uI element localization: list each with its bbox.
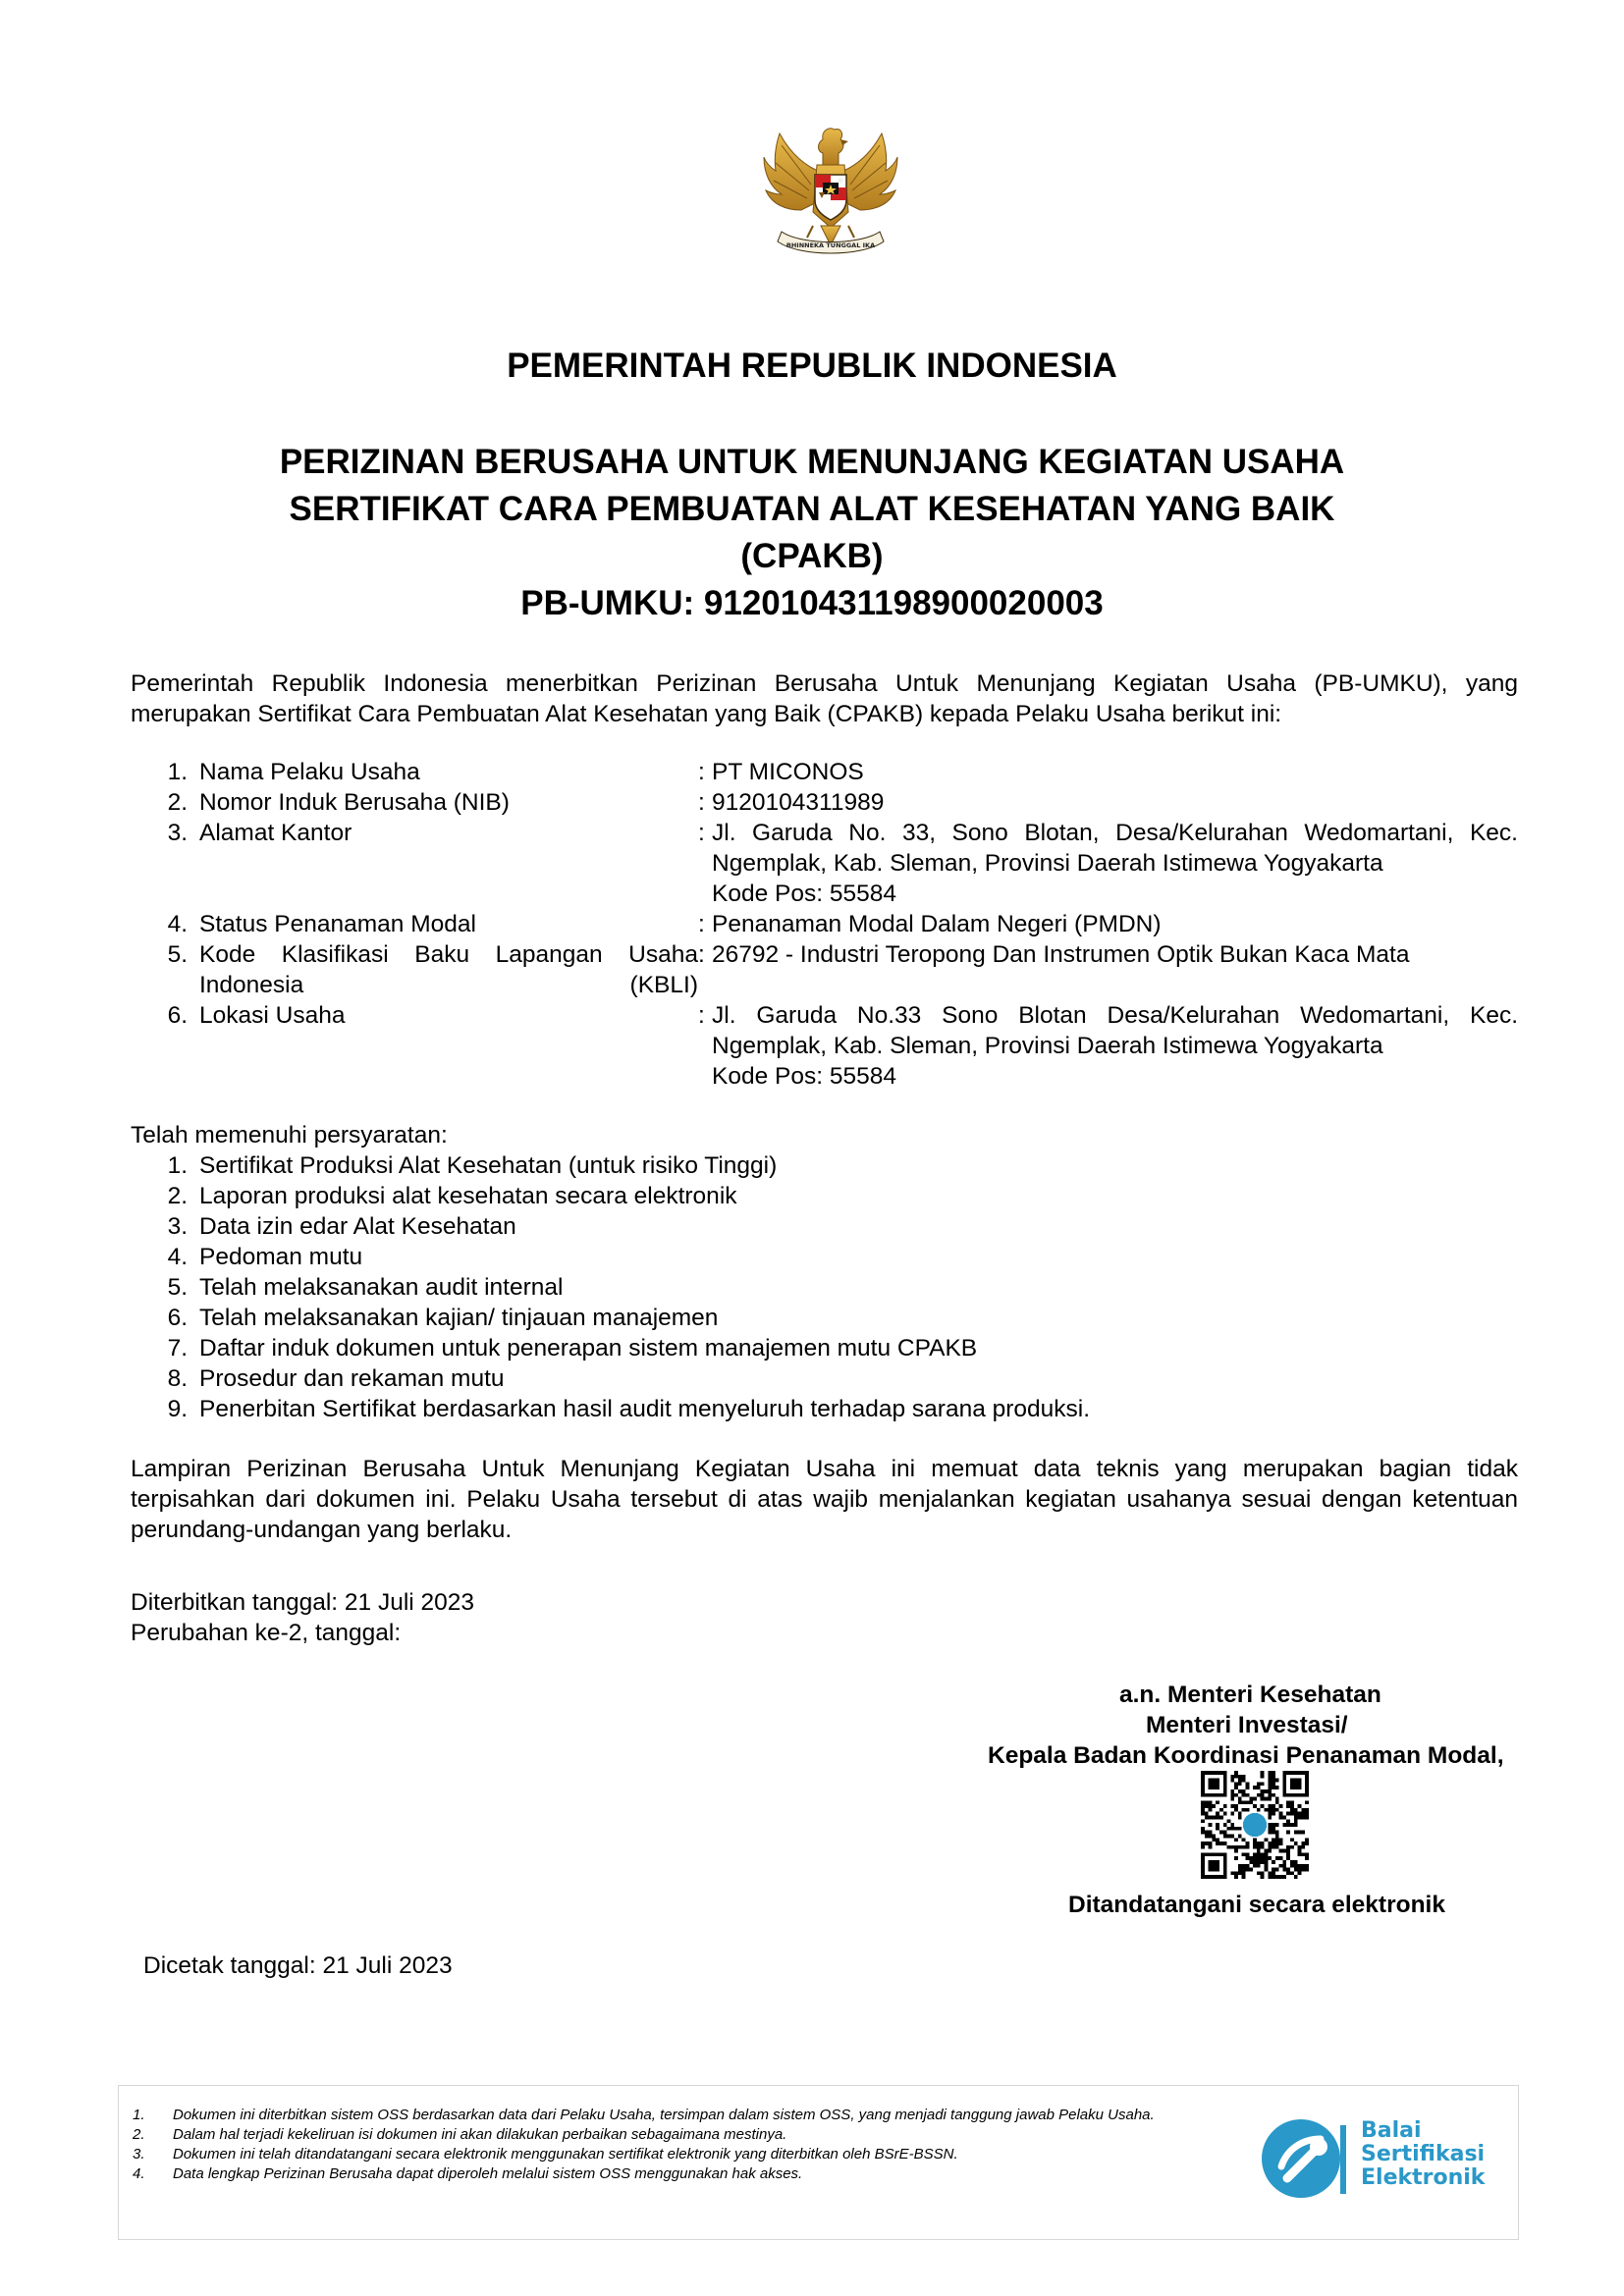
bsre-logo xyxy=(1258,2109,1503,2208)
field-colon: : xyxy=(698,911,705,937)
field-number: 5. xyxy=(167,941,188,968)
list-item xyxy=(131,1394,1090,1424)
list-item xyxy=(131,1181,1090,1211)
note-number: 4. xyxy=(133,2165,145,2182)
bsre-logo-text xyxy=(1361,2119,1485,2190)
item-number: 2. xyxy=(167,1183,188,1209)
footer-notes xyxy=(133,2106,1232,2184)
garuda-emblem-icon xyxy=(752,116,909,273)
list-item xyxy=(131,1150,1090,1181)
business-fields xyxy=(131,757,1518,1092)
item-text: Laporan produksi alat kesehatan secara elektronik xyxy=(199,1183,737,1209)
item-text: Daftar induk dokumen untuk penerapan sistem manajemen mutu CPAKB xyxy=(199,1335,978,1362)
field-label: Kode Klasifikasi Baku Lapangan Usaha Indonesia (KBLI) xyxy=(199,941,698,998)
certificate-title xyxy=(0,439,1624,627)
field-row xyxy=(131,787,1518,818)
field-colon: : xyxy=(698,789,705,816)
list-item xyxy=(131,1272,1090,1303)
title-line-3: (CPAKB) xyxy=(740,537,884,575)
signatory-line-1: a.n. Menteri Kesehatan xyxy=(1119,1682,1381,1708)
field-value-line: Jl. Garuda No. 33, Sono Blotan, Desa/Kelurahan Wedomartani, Kec. Ngemplak, Kab. Sleman, Provinsi Daerah Istimewa Yogyakarta xyxy=(712,820,1518,877)
issue-date: Diterbitkan tanggal: 21 Juli 2023 xyxy=(131,1589,475,1616)
field-row xyxy=(131,909,1518,939)
field-colon: : xyxy=(698,941,705,968)
field-value-line: 9120104311989 xyxy=(712,789,885,816)
item-number: 8. xyxy=(167,1365,188,1392)
item-text: Penerbitan Sertifikat berdasarkan hasil audit menyeluruh terhadap sarana produksi. xyxy=(199,1396,1091,1422)
note-text: Dokumen ini telah ditandatangani secara elektronik menggunakan sertifikat elektronik yang diterbitkan oleh BSrE-BSSN. xyxy=(173,2146,958,2163)
list-item xyxy=(131,1333,1090,1363)
field-value-line: Kode Pos: 55584 xyxy=(712,881,896,907)
pb-umku-number: PB-UMKU: 912010431198900020003 xyxy=(520,584,1104,622)
signatory-line-2: Menteri Investasi/ xyxy=(1146,1712,1348,1738)
field-row xyxy=(131,1000,1518,1092)
requirements-list xyxy=(131,1150,1090,1424)
qr-code-icon xyxy=(1201,1771,1309,1879)
field-value xyxy=(712,909,1518,939)
note-text: Dokumen ini diterbitkan sistem OSS berdasarkan data dari Pelaku Usaha, tersimpan dalam sistem OSS, yang menjadi tanggung jawab Pelaku Usaha. xyxy=(173,2107,1155,2123)
field-label: Nama Pelaku Usaha xyxy=(199,759,420,785)
footer-notes-box xyxy=(118,2085,1519,2240)
closing-paragraph: Lampiran Perizinan Berusaha Untuk Menunjang Kegiatan Usaha ini memuat data teknis yang merupakan bagian tidak terpisahkan dari dokumen ini. Pelaku Usaha tersebut di atas wajib menjalankan kegiatan usahanya sesuai dengan ketentuan perundang-undangan yang berlaku. xyxy=(131,1456,1518,1543)
field-label: Status Penanaman Modal xyxy=(199,911,476,937)
field-number: 3. xyxy=(167,820,188,846)
field-value xyxy=(712,787,1518,818)
item-text: Telah melaksanakan audit internal xyxy=(199,1274,564,1301)
field-number: 4. xyxy=(167,911,188,937)
title-line-2: SERTIFIKAT CARA PEMBUATAN ALAT KESEHATAN YANG BAIK xyxy=(289,490,1335,528)
signatory-line-3: Kepala Badan Koordinasi Penanaman Modal, xyxy=(988,1742,1504,1769)
item-text: Sertifikat Produksi Alat Kesehatan (untuk risiko Tinggi) xyxy=(199,1152,778,1179)
field-value xyxy=(712,1000,1518,1092)
list-item xyxy=(131,1242,1090,1272)
government-heading: PEMERINTAH REPUBLIK INDONESIA xyxy=(507,347,1117,385)
list-item xyxy=(133,2125,1232,2145)
field-number: 6. xyxy=(167,1002,188,1029)
field-number: 1. xyxy=(167,759,188,785)
intro-paragraph: Pemerintah Republik Indonesia menerbitkan Perizinan Berusaha Untuk Menunjang Kegiatan Usaha (PB-UMKU), yang merupakan Sertifikat Cara Pembuatan Alat Kesehatan yang Baik (CPAKB) kepada Pelaku Usaha berikut ini: xyxy=(131,670,1518,727)
electronic-signature-note: Ditandatangani secara elektronik xyxy=(1068,1892,1445,1918)
field-value xyxy=(712,818,1518,909)
item-text: Pedoman mutu xyxy=(199,1244,363,1270)
print-date: Dicetak tanggal: 21 Juli 2023 xyxy=(143,1952,453,1979)
field-value-line: PT MICONOS xyxy=(712,759,864,785)
field-value-line: Jl. Garuda No.33 Sono Blotan Desa/Kelurahan Wedomartani, Kec. Ngemplak, Kab. Sleman, Provinsi Daerah Istimewa Yogyakarta xyxy=(712,1002,1518,1059)
issue-info xyxy=(131,1587,474,1648)
field-value xyxy=(712,757,1518,787)
field-colon: : xyxy=(698,759,705,785)
field-value-line: Kode Pos: 55584 xyxy=(712,1063,896,1090)
item-text: Data izin edar Alat Kesehatan xyxy=(199,1213,516,1240)
item-number: 7. xyxy=(167,1335,188,1362)
field-label: Lokasi Usaha xyxy=(199,1002,346,1029)
item-number: 3. xyxy=(167,1213,188,1240)
field-value-line: 26792 - Industri Teropong Dan Instrumen Optik Bukan Kaca Mata xyxy=(712,941,1410,968)
field-row xyxy=(131,757,1518,787)
note-text: Data lengkap Perizinan Berusaha dapat diperoleh melalui sistem OSS menggunakan hak akses. xyxy=(173,2165,803,2182)
item-number: 9. xyxy=(167,1396,188,1422)
field-value-line: Penanaman Modal Dalam Negeri (PMDN) xyxy=(712,911,1162,937)
note-number: 1. xyxy=(133,2107,145,2123)
field-number: 2. xyxy=(167,789,188,816)
title-line-1: PERIZINAN BERUSAHA UNTUK MENUNJANG KEGIATAN USAHA xyxy=(279,443,1345,481)
note-number: 2. xyxy=(133,2126,145,2143)
emblem-motto: BHINNEKA TUNGGAL IKA xyxy=(785,241,876,249)
field-label: Nomor Induk Berusaha (NIB) xyxy=(199,789,510,816)
item-number: 1. xyxy=(167,1152,188,1179)
field-colon: : xyxy=(698,1002,705,1029)
item-number: 6. xyxy=(167,1305,188,1331)
field-row xyxy=(131,818,1518,909)
item-number: 5. xyxy=(167,1274,188,1301)
note-number: 3. xyxy=(133,2146,145,2163)
field-label: Alamat Kantor xyxy=(199,820,352,846)
field-value xyxy=(712,939,1518,1000)
requirements-title: Telah memenuhi persyaratan: xyxy=(131,1122,448,1148)
bsre-logo-icon xyxy=(1258,2109,1356,2208)
note-text: Dalam hal terjadi kekeliruan isi dokumen ini akan dilakukan perbaikan sebagaimana mestinya. xyxy=(173,2126,787,2143)
amendment-info: Perubahan ke-2, tanggal: xyxy=(131,1620,402,1646)
item-number: 4. xyxy=(167,1244,188,1270)
item-text: Prosedur dan rekaman mutu xyxy=(199,1365,505,1392)
logo-line-1: Balai xyxy=(1361,2118,1422,2143)
list-item xyxy=(131,1211,1090,1242)
item-text: Telah melaksanakan kajian/ tinjauan manajemen xyxy=(199,1305,719,1331)
list-item xyxy=(131,1303,1090,1333)
list-item xyxy=(133,2164,1232,2184)
field-colon: : xyxy=(698,820,705,846)
list-item xyxy=(131,1363,1090,1394)
list-item xyxy=(133,2106,1232,2125)
logo-line-3: Elektronik xyxy=(1361,2165,1486,2190)
field-row xyxy=(131,939,1518,1000)
list-item xyxy=(133,2145,1232,2164)
logo-line-2: Sertifikasi xyxy=(1361,2142,1486,2166)
